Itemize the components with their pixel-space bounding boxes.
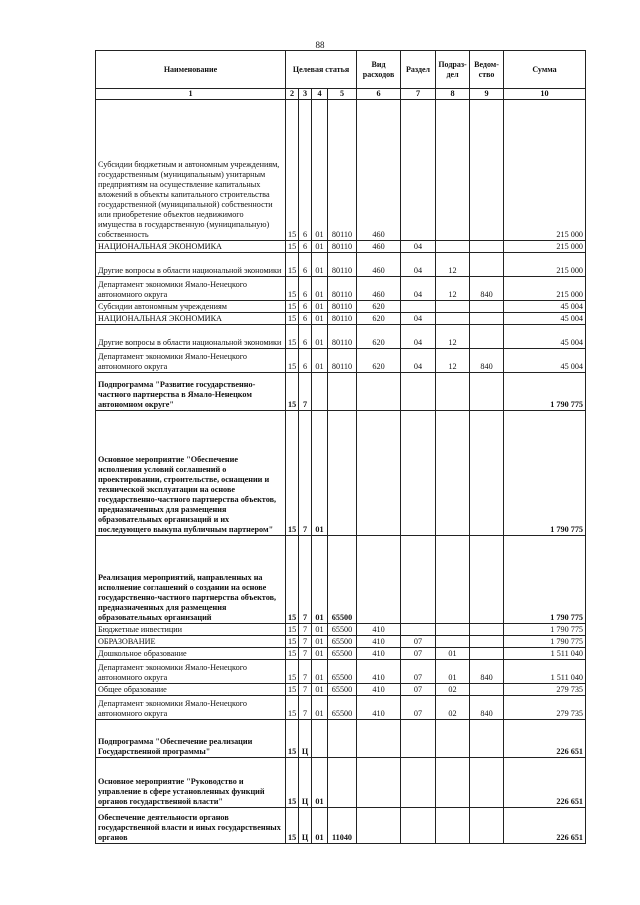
row-department xyxy=(470,636,504,648)
row-program: 15 xyxy=(286,808,299,844)
row-expense-type: 460 xyxy=(357,100,401,241)
row-program: 15 xyxy=(286,648,299,660)
row-department xyxy=(470,758,504,808)
row-direction: 65500 xyxy=(328,696,357,720)
row-subprogram: 7 xyxy=(299,411,312,536)
row-program: 15 xyxy=(286,636,299,648)
row-name: Основное мероприятие "Обеспечение исполнения условий соглашений о проектировании, строительстве, оснащении и технической эксплуатации на основе государственно-частного партнерства объектов, предназначенных для размещения образовательных организаций и их последующего выкупа публичным партнером" xyxy=(96,411,286,536)
row-measure: 01 xyxy=(312,624,328,636)
table-row xyxy=(96,636,586,648)
row-subsection: 12 xyxy=(436,277,470,301)
row-subsection xyxy=(436,313,470,325)
row-name: Общее образование xyxy=(96,684,286,696)
row-expense-type: 620 xyxy=(357,313,401,325)
row-name: НАЦИОНАЛЬНАЯ ЭКОНОМИКА xyxy=(96,241,286,253)
row-direction: 65500 xyxy=(328,636,357,648)
row-section xyxy=(401,720,436,758)
row-subprogram: 7 xyxy=(299,696,312,720)
column-number-row xyxy=(96,89,586,100)
row-department xyxy=(470,648,504,660)
row-section xyxy=(401,808,436,844)
row-direction: 65500 xyxy=(328,684,357,696)
row-section: 07 xyxy=(401,696,436,720)
row-direction xyxy=(328,373,357,411)
row-section: 04 xyxy=(401,241,436,253)
row-direction: 80110 xyxy=(328,253,357,277)
header-type: Вид расходов xyxy=(357,51,401,89)
row-expense-type xyxy=(357,536,401,624)
row-subprogram: 7 xyxy=(299,684,312,696)
row-measure xyxy=(312,373,328,411)
row-measure: 01 xyxy=(312,411,328,536)
row-expense-type: 410 xyxy=(357,684,401,696)
row-measure: 01 xyxy=(312,536,328,624)
row-subprogram: 7 xyxy=(299,648,312,660)
row-name: Департамент экономики Ямало-Ненецкого автономного округа xyxy=(96,349,286,373)
row-measure: 01 xyxy=(312,684,328,696)
row-name: Департамент экономики Ямало-Ненецкого автономного округа xyxy=(96,277,286,301)
header-target: Целевая статья xyxy=(286,51,357,89)
row-subprogram: Ц xyxy=(299,758,312,808)
row-expense-type: 620 xyxy=(357,301,401,313)
row-measure: 01 xyxy=(312,648,328,660)
row-expense-type xyxy=(357,373,401,411)
row-measure: 01 xyxy=(312,100,328,241)
row-expense-type: 460 xyxy=(357,241,401,253)
row-expense-type: 410 xyxy=(357,648,401,660)
row-expense-type xyxy=(357,720,401,758)
row-program: 15 xyxy=(286,684,299,696)
row-section: 04 xyxy=(401,349,436,373)
row-subsection xyxy=(436,241,470,253)
row-program: 15 xyxy=(286,301,299,313)
table-row xyxy=(96,100,586,241)
table-row xyxy=(96,758,586,808)
row-measure xyxy=(312,720,328,758)
row-subprogram: 6 xyxy=(299,277,312,301)
row-department xyxy=(470,325,504,349)
row-expense-type: 620 xyxy=(357,325,401,349)
row-sum: 45 004 xyxy=(504,313,586,325)
row-name: Подпрограмма "Обеспечение реализации Государственной программы" xyxy=(96,720,286,758)
row-section xyxy=(401,624,436,636)
row-subprogram: 7 xyxy=(299,636,312,648)
row-subsection xyxy=(436,808,470,844)
row-department xyxy=(470,313,504,325)
row-sum: 226 651 xyxy=(504,808,586,844)
col-number: 7 xyxy=(401,89,436,100)
page-number: 88 xyxy=(315,40,325,50)
row-measure: 01 xyxy=(312,277,328,301)
row-section: 04 xyxy=(401,325,436,349)
row-measure: 01 xyxy=(312,636,328,648)
row-subprogram: 6 xyxy=(299,241,312,253)
row-sum: 226 651 xyxy=(504,758,586,808)
table-row xyxy=(96,373,586,411)
row-sum: 1 790 775 xyxy=(504,373,586,411)
table-row xyxy=(96,808,586,844)
row-name: Бюджетные инвестиции xyxy=(96,624,286,636)
row-section: 07 xyxy=(401,648,436,660)
col-number: 9 xyxy=(470,89,504,100)
table-row xyxy=(96,411,586,536)
row-section xyxy=(401,373,436,411)
row-department: 840 xyxy=(470,349,504,373)
row-subsection xyxy=(436,536,470,624)
row-measure: 01 xyxy=(312,660,328,684)
row-program: 15 xyxy=(286,349,299,373)
row-measure: 01 xyxy=(312,313,328,325)
row-measure: 01 xyxy=(312,696,328,720)
table-row xyxy=(96,349,586,373)
table-row xyxy=(96,536,586,624)
row-department xyxy=(470,720,504,758)
row-subprogram: 6 xyxy=(299,349,312,373)
row-subsection: 02 xyxy=(436,696,470,720)
header-subsection: Подраз-дел xyxy=(436,51,470,89)
table-row xyxy=(96,325,586,349)
row-direction: 65500 xyxy=(328,624,357,636)
header-sum: Сумма xyxy=(504,51,586,89)
row-program: 15 xyxy=(286,253,299,277)
row-sum: 45 004 xyxy=(504,301,586,313)
row-direction: 11040 xyxy=(328,808,357,844)
row-expense-type xyxy=(357,758,401,808)
row-sum: 1 790 775 xyxy=(504,411,586,536)
row-name: Дошкольное образование xyxy=(96,648,286,660)
row-section xyxy=(401,100,436,241)
table-row xyxy=(96,660,586,684)
row-department xyxy=(470,241,504,253)
row-name: Департамент экономики Ямало-Ненецкого автономного округа xyxy=(96,660,286,684)
row-subsection xyxy=(436,636,470,648)
row-direction: 80110 xyxy=(328,100,357,241)
table-row xyxy=(96,684,586,696)
row-name: Департамент экономики Ямало-Ненецкого автономного округа xyxy=(96,696,286,720)
row-name: Субсидии бюджетным и автономным учреждениям, государственным (муниципальным) унитарным предприятиям на осуществление капитальных вложений в объекты капитального строительства государственной (муниципальной) собственности или приобретение объектов недвижимого имущества в государственную (муниципальную) собственность xyxy=(96,100,286,241)
row-sum: 215 000 xyxy=(504,100,586,241)
row-direction: 80110 xyxy=(328,349,357,373)
row-section: 07 xyxy=(401,684,436,696)
table-row xyxy=(96,313,586,325)
row-measure: 01 xyxy=(312,241,328,253)
row-department xyxy=(470,253,504,277)
row-department xyxy=(470,808,504,844)
row-direction xyxy=(328,758,357,808)
row-program: 15 xyxy=(286,313,299,325)
row-program: 15 xyxy=(286,624,299,636)
row-sum: 279 735 xyxy=(504,684,586,696)
row-expense-type: 410 xyxy=(357,660,401,684)
row-name: ОБРАЗОВАНИЕ xyxy=(96,636,286,648)
table-row xyxy=(96,720,586,758)
col-number: 3 xyxy=(299,89,312,100)
row-subprogram: Ц xyxy=(299,720,312,758)
row-direction: 80110 xyxy=(328,241,357,253)
row-measure: 01 xyxy=(312,253,328,277)
row-direction xyxy=(328,411,357,536)
row-sum: 1 511 040 xyxy=(504,648,586,660)
table-row xyxy=(96,253,586,277)
row-section xyxy=(401,411,436,536)
row-program: 15 xyxy=(286,100,299,241)
row-subsection xyxy=(436,100,470,241)
row-subsection: 12 xyxy=(436,349,470,373)
col-number: 4 xyxy=(312,89,328,100)
row-subsection xyxy=(436,758,470,808)
row-subsection xyxy=(436,373,470,411)
row-sum: 1 790 775 xyxy=(504,624,586,636)
row-name: Основное мероприятие "Руководство и управление в сфере установленных функций органов государственной власти" xyxy=(96,758,286,808)
row-subsection: 12 xyxy=(436,253,470,277)
row-expense-type: 410 xyxy=(357,636,401,648)
row-name: Другие вопросы в области национальной экономики xyxy=(96,325,286,349)
row-subsection: 01 xyxy=(436,648,470,660)
row-direction: 80110 xyxy=(328,313,357,325)
row-department: 840 xyxy=(470,660,504,684)
col-number: 10 xyxy=(504,89,586,100)
row-name: НАЦИОНАЛЬНАЯ ЭКОНОМИКА xyxy=(96,313,286,325)
row-subsection: 12 xyxy=(436,325,470,349)
table-row xyxy=(96,301,586,313)
budget-table xyxy=(95,50,586,844)
row-department: 840 xyxy=(470,277,504,301)
row-subsection xyxy=(436,411,470,536)
header-name: Наименование xyxy=(96,51,286,89)
row-section xyxy=(401,301,436,313)
row-subsection: 01 xyxy=(436,660,470,684)
row-name: Субсидии автономным учреждениям xyxy=(96,301,286,313)
row-sum: 215 000 xyxy=(504,277,586,301)
row-subprogram: 7 xyxy=(299,536,312,624)
row-department xyxy=(470,536,504,624)
row-subprogram: 6 xyxy=(299,325,312,349)
header-section: Раздел xyxy=(401,51,436,89)
row-department xyxy=(470,373,504,411)
row-subprogram: 6 xyxy=(299,100,312,241)
row-name: Обеспечение деятельности органов государственной власти и иных государственных органов xyxy=(96,808,286,844)
row-name: Подпрограмма "Развитие государственно-частного партнерства в Ямало-Ненецком автономном округе" xyxy=(96,373,286,411)
row-subprogram: 6 xyxy=(299,301,312,313)
col-number: 1 xyxy=(96,89,286,100)
row-sum: 45 004 xyxy=(504,325,586,349)
row-program: 15 xyxy=(286,696,299,720)
row-department xyxy=(470,301,504,313)
col-number: 8 xyxy=(436,89,470,100)
row-direction: 80110 xyxy=(328,301,357,313)
row-direction xyxy=(328,720,357,758)
row-department xyxy=(470,411,504,536)
row-program: 15 xyxy=(286,373,299,411)
row-measure: 01 xyxy=(312,758,328,808)
row-expense-type: 410 xyxy=(357,696,401,720)
row-measure: 01 xyxy=(312,325,328,349)
row-subprogram: 6 xyxy=(299,253,312,277)
row-sum: 1 790 775 xyxy=(504,536,586,624)
row-section: 04 xyxy=(401,253,436,277)
row-program: 15 xyxy=(286,277,299,301)
row-sum: 45 004 xyxy=(504,349,586,373)
row-sum: 1 790 775 xyxy=(504,636,586,648)
row-expense-type: 460 xyxy=(357,277,401,301)
row-program: 15 xyxy=(286,411,299,536)
header-dept: Ведом-ство xyxy=(470,51,504,89)
row-expense-type: 410 xyxy=(357,624,401,636)
row-program: 15 xyxy=(286,758,299,808)
row-subsection xyxy=(436,720,470,758)
row-sum: 1 511 040 xyxy=(504,660,586,684)
table-row xyxy=(96,241,586,253)
row-section: 04 xyxy=(401,313,436,325)
row-subprogram: 7 xyxy=(299,373,312,411)
row-sum: 215 000 xyxy=(504,241,586,253)
row-subsection: 02 xyxy=(436,684,470,696)
row-expense-type: 460 xyxy=(357,253,401,277)
row-subprogram: 6 xyxy=(299,313,312,325)
row-measure: 01 xyxy=(312,808,328,844)
row-direction: 65500 xyxy=(328,648,357,660)
table-row xyxy=(96,648,586,660)
col-number: 6 xyxy=(357,89,401,100)
row-measure: 01 xyxy=(312,349,328,373)
row-department xyxy=(470,100,504,241)
row-subprogram: Ц xyxy=(299,808,312,844)
row-direction: 65500 xyxy=(328,536,357,624)
row-subsection xyxy=(436,301,470,313)
table-row xyxy=(96,624,586,636)
row-sum: 215 000 xyxy=(504,253,586,277)
row-program: 15 xyxy=(286,720,299,758)
row-section: 07 xyxy=(401,660,436,684)
row-name: Реализация мероприятий, направленных на исполнение соглашений о создании на основе государственно-частного партнерства объектов, предназначенных для размещения образовательных организаций xyxy=(96,536,286,624)
row-name: Другие вопросы в области национальной экономики xyxy=(96,253,286,277)
col-number: 5 xyxy=(328,89,357,100)
row-program: 15 xyxy=(286,241,299,253)
row-subsection xyxy=(436,624,470,636)
row-measure: 01 xyxy=(312,301,328,313)
row-department xyxy=(470,624,504,636)
table-body xyxy=(96,100,586,844)
row-section xyxy=(401,536,436,624)
row-section: 04 xyxy=(401,277,436,301)
table-row xyxy=(96,277,586,301)
row-subprogram: 7 xyxy=(299,624,312,636)
row-sum: 279 735 xyxy=(504,696,586,720)
row-expense-type xyxy=(357,411,401,536)
row-direction: 65500 xyxy=(328,660,357,684)
row-expense-type xyxy=(357,808,401,844)
row-department: 840 xyxy=(470,696,504,720)
row-sum: 226 651 xyxy=(504,720,586,758)
table-row xyxy=(96,696,586,720)
row-expense-type: 620 xyxy=(357,349,401,373)
row-department xyxy=(470,684,504,696)
row-direction: 80110 xyxy=(328,325,357,349)
row-section: 07 xyxy=(401,636,436,648)
col-number: 2 xyxy=(286,89,299,100)
row-section xyxy=(401,758,436,808)
row-program: 15 xyxy=(286,325,299,349)
row-program: 15 xyxy=(286,660,299,684)
row-program: 15 xyxy=(286,536,299,624)
row-direction: 80110 xyxy=(328,277,357,301)
row-subprogram: 7 xyxy=(299,660,312,684)
